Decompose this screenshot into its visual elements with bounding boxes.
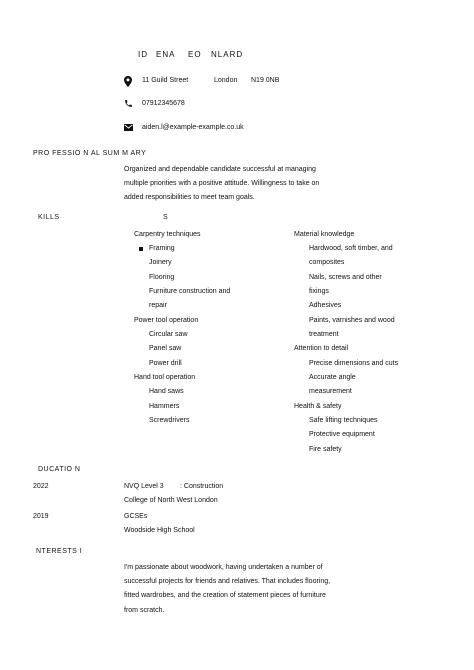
email-address: aiden.l@example-example.co.uk <box>142 124 244 131</box>
skill-item: Accurate angle <box>309 374 356 381</box>
skill-item: measurement <box>309 388 352 395</box>
phone-number: 07912345678 <box>142 100 185 107</box>
education-school: College of North West London <box>124 497 218 504</box>
interests-heading: NTERESTS I <box>36 548 83 555</box>
skill-item: Screwdrivers <box>149 417 190 424</box>
interests-text <box>124 561 330 618</box>
skills-heading-tail: S <box>163 214 169 221</box>
skill-item: Hammers <box>149 403 180 410</box>
skill-item: Flooring <box>149 274 175 281</box>
skill-item: Protective equipment <box>309 431 375 438</box>
skill-item: Framing <box>149 245 175 252</box>
interests-line: I'm passionate about woodwork, having undertaken a number of <box>124 564 323 571</box>
education-year: 2022 <box>33 483 49 490</box>
interests-line: from scratch. <box>124 606 165 614</box>
skill-item: Paints, varnishes and wood <box>309 317 395 324</box>
summary-line: added responsibilities to meet team goals. <box>124 194 255 202</box>
skill-item: Power drill <box>149 360 182 367</box>
education-qualification: NVQ Level 3 <box>124 483 164 490</box>
summary-heading: PRO FESSIO N AL SUM M ARY <box>33 150 147 157</box>
skill-item: Panel saw <box>149 345 182 352</box>
skill-item: Nails, screws and other <box>309 274 382 281</box>
interests-line: successful projects for friends and relatives. That includes flooring, <box>124 578 331 586</box>
education-qualification: GCSEs <box>124 513 148 520</box>
education-subject: : Construction <box>180 483 224 490</box>
skill-item: Circular saw <box>149 331 188 338</box>
summary-line: multiple priorities with a positive attitude. Willingness to take on <box>124 180 320 188</box>
interests-line: fitted wardrobes, and the creation of statement pieces of furniture <box>124 592 326 600</box>
name-part-1: ID <box>138 50 148 59</box>
education-heading: DUCATIO N <box>38 466 81 473</box>
name-part-3: EO <box>188 50 202 59</box>
address-postcode: N19 0NB <box>251 77 280 84</box>
address-street: 11 Guild Street <box>142 77 189 84</box>
skill-category: Attention to detail <box>294 345 349 352</box>
skill-item: Hardwood, soft timber, and <box>309 245 393 252</box>
skill-category: Hand tool operation <box>134 374 196 381</box>
skill-category: Carpentry techniques <box>134 231 201 238</box>
skill-item: treatment <box>309 331 339 338</box>
education-year: 2019 <box>33 513 49 520</box>
skill-item: Fire safety <box>309 446 342 453</box>
square-bullet-icon <box>139 247 143 251</box>
email-icon <box>124 124 133 131</box>
skill-item: Hand saws <box>149 388 184 395</box>
education-school: Woodside High School <box>124 527 195 534</box>
skill-item: Joinery <box>149 259 172 266</box>
skill-item: Safe lifting techniques <box>309 417 378 424</box>
skills-heading: KILLS <box>38 214 60 221</box>
skill-item: repair <box>149 302 167 309</box>
skill-category: Material knowledge <box>294 231 355 238</box>
summary-line: Organized and dependable candidate successful at managing <box>124 166 316 173</box>
skill-item: Adhesives <box>309 302 342 309</box>
summary-text <box>124 163 319 206</box>
location-pin-icon <box>124 76 132 87</box>
skill-item: fixings <box>309 288 329 295</box>
phone-icon <box>124 99 133 108</box>
skill-item: composites <box>309 259 345 266</box>
name-part-4: NLARD <box>211 50 244 59</box>
skill-category: Power tool operation <box>134 317 199 324</box>
name-part-2: ENA <box>156 50 176 59</box>
skill-category: Health & safety <box>294 403 342 410</box>
skill-item: Furniture construction and <box>149 288 231 295</box>
address-city: London <box>214 77 238 84</box>
skill-item: Precise dimensions and cuts <box>309 360 399 367</box>
